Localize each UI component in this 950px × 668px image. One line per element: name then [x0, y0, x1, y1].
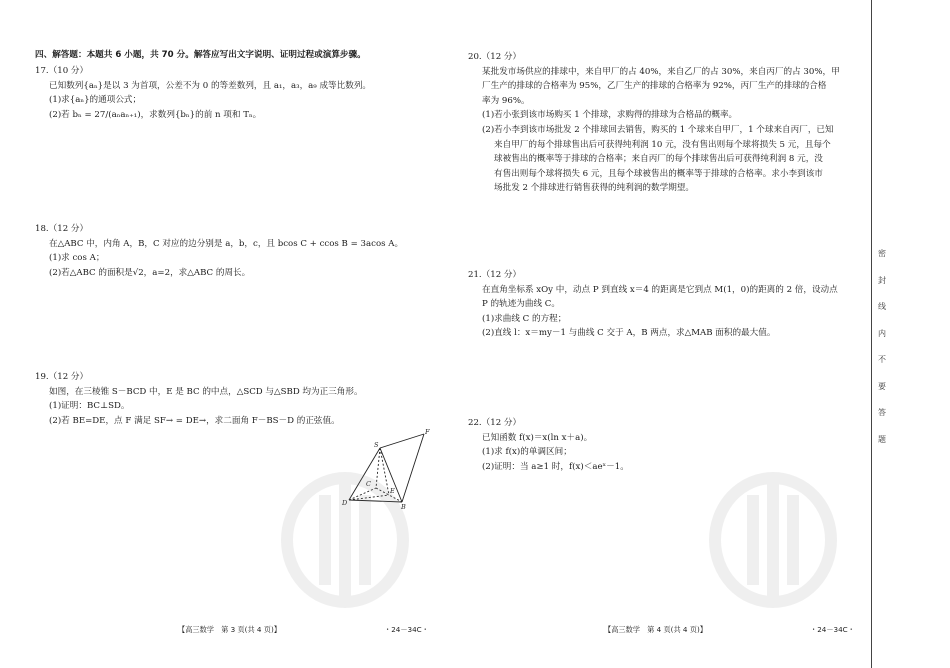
- question-19-stem: 如图，在三棱锥 S－BCD 中，E 是 BC 的中点，△SCD 与△SBD 均为正三角形。: [49, 386, 363, 397]
- question-19: [35, 370, 435, 428]
- footer-page-3-code: ・24－34C・: [384, 625, 429, 634]
- watermark-logo-left: [275, 470, 415, 610]
- label-D: D: [342, 499, 348, 507]
- section-header: 四、解答题：本题共 6 小题，共 70 分。解答应写出文字说明、证明过程或演算步骤。: [35, 50, 366, 60]
- question-21: [468, 268, 860, 341]
- question-17-part-2: (2)若 bₙ = 27/(aₙaₙ₊₁)，求数列{bₙ}的前 n 项和 Tₙ。: [49, 109, 262, 120]
- seal-char: 要: [878, 381, 886, 391]
- question-20-part-2-line: 球被售出的概率等于排球的合格率；来自丙厂的每个排球售出后可获得纯利润 8 元，没: [494, 154, 823, 165]
- question-19-part-1: (1)证明：BC⊥SD。: [49, 401, 130, 412]
- question-18: [35, 222, 435, 280]
- question-21-part-1: (1)求曲线 C 的方程；: [482, 313, 567, 324]
- question-19-part-2: (2)若 BE=DE，点 F 满足 SF→ = DE→，求二面角 F－BS－D 的正弦值。: [49, 415, 340, 426]
- question-22: [468, 416, 860, 474]
- question-21-part-2: (2)直线 l：x＝my－1 与曲线 C 交于 A，B 两点，求△MAB 面积的最大值。: [482, 328, 776, 339]
- label-F: F: [425, 428, 430, 436]
- binding-line: [871, 0, 872, 668]
- question-18-stem: 在△ABC 中，内角 A，B，C 对应的边分别是 a，b，c，且 bcos C + ccos B = 3acos A。: [49, 238, 404, 249]
- question-22-stem: 已知函数 f(x)＝x(ln x＋a)。: [482, 432, 593, 443]
- seal-char: 线: [878, 302, 886, 311]
- question-21-head: 21.（12 分）: [468, 270, 522, 280]
- question-18-part-1: (1)求 cos A；: [49, 253, 105, 264]
- question-20-stem-line: 厂生产的排球的合格率为 95%，乙厂生产的排球的合格率为 92%，丙厂生产的排球的合格: [482, 81, 827, 92]
- question-18-part-2: (2)若△ABC 的面积是√2，a=2，求△ABC 的周长。: [49, 267, 251, 278]
- seal-char: 封: [878, 275, 886, 285]
- question-21-stem-line: 在直角坐标系 xOy 中，动点 P 到直线 x＝4 的距离是它到点 M(1，0)的距离的 2 倍，设动点: [482, 284, 838, 295]
- footer-page-3-title: 【高三数学 第 3 页(共 4 页)】: [178, 625, 281, 634]
- seal-char: 题: [878, 434, 886, 444]
- watermark-logo-right: [703, 470, 843, 610]
- label-B: B: [401, 503, 406, 511]
- seal-char: 内: [878, 328, 886, 338]
- seal-char: 答: [878, 408, 886, 417]
- seal-char: 密: [878, 249, 886, 258]
- question-20-part-2-line: 场批发 2 个排球进行销售获得的纯利润的数学期望。: [494, 183, 694, 194]
- question-20: [468, 50, 860, 196]
- question-20-part-2-line: 来自甲厂的每个排球售出后可获得纯利润 10 元，没有售出则每个球将损失 5 元，且每个: [494, 139, 831, 150]
- question-22-part-1: (1)求 f(x)的单调区间；: [482, 447, 572, 458]
- question-17-head: 17.（10 分）: [35, 66, 89, 76]
- question-18-head: 18.（12 分）: [35, 224, 89, 234]
- question-19-head: 19.（12 分）: [35, 372, 89, 382]
- question-22-head: 22.（12 分）: [468, 418, 522, 428]
- seal-text: [876, 248, 888, 460]
- question-20-stem-line: 率为 96%。: [482, 95, 530, 106]
- question-17-stem: 已知数列{aₙ}是以 3 为首项，公差不为 0 的等差数列，且 a₁，a₃，a₉ 成等比数列。: [49, 80, 372, 91]
- question-20-part-2: (2)若小李到该市场批发 2 个排球回去销售，购买的 1 个球来自甲厂，1 个球来自丙厂，已知: [482, 124, 834, 135]
- label-E: E: [390, 487, 395, 495]
- footer-page-4-title: 【高三数学 第 4 页(共 4 页)】: [604, 625, 707, 634]
- label-C: C: [366, 480, 371, 488]
- footer-page-4-code: ・24－34C・: [810, 625, 855, 634]
- question-20-part-2-line: 有售出则每个球将损失 6 元，且每个球被售出的概率等于排球的合格率。求小李到该市: [494, 168, 823, 179]
- question-20-stem-line: 某批发市场供应的排球中，来自甲厂的占 40%，来自乙厂的占 30%，来自丙厂的占 30%，甲: [482, 66, 840, 77]
- question-20-part-1: (1)若小张到该市场购买 1 个排球，求购得的排球为合格品的概率。: [482, 110, 738, 121]
- left-page: [35, 48, 435, 426]
- question-22-part-2: (2)证明：当 a≥1 时，f(x)＜aeˣ－1。: [482, 461, 629, 472]
- question-20-head: 20.（12 分）: [468, 52, 522, 62]
- question-17-part-1: (1)求{aₙ}的通项公式；: [49, 95, 142, 106]
- question-21-stem-line: P 的轨迹为曲线 C。: [482, 299, 560, 310]
- question-17: [35, 64, 435, 122]
- edge-SF: [380, 434, 424, 448]
- label-S: S: [374, 441, 379, 449]
- seal-char: 不: [878, 355, 886, 364]
